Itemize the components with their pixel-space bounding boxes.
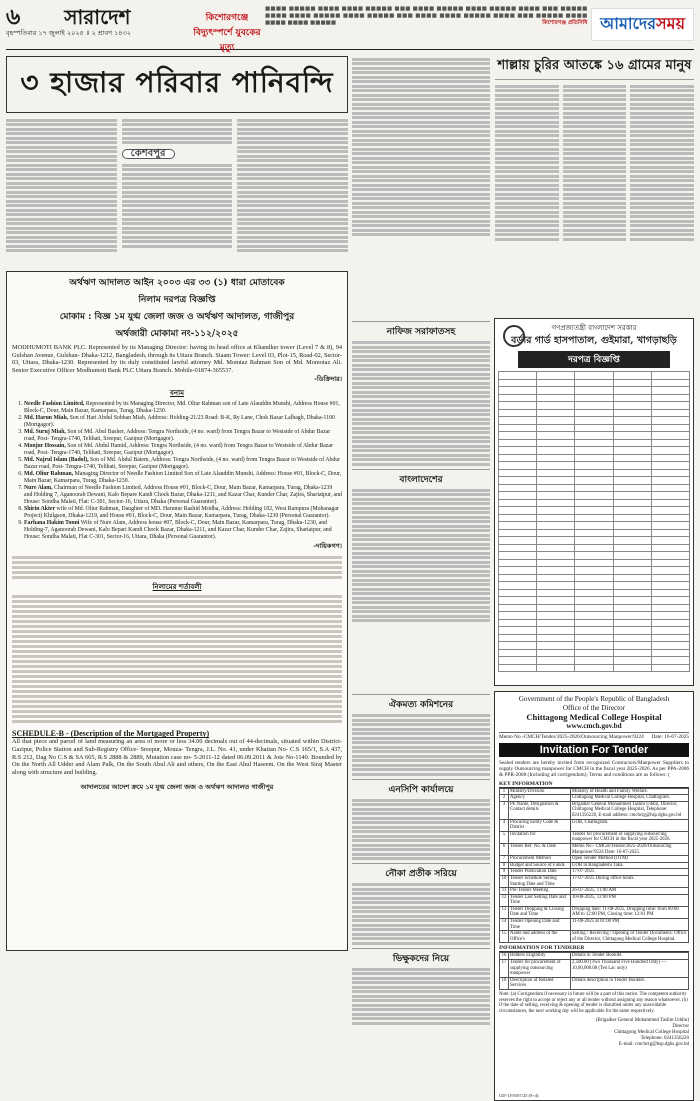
cmch-office: Office of the Director — [562, 703, 626, 712]
table-row: 12 Tender Last Selling Date and Time 10-08-2025, 12:00 PM — [500, 894, 689, 906]
table-row: 13 Tender Dropping & Closing Date and Time Dropping date: 11-08-2025, Dropping time: from 09:00 AM to 12:00 PM, Closing time: 12:01 PM — [500, 906, 689, 918]
section-title: সারাদেশ — [64, 5, 131, 29]
tender-title: Invitation For Tender — [499, 743, 689, 757]
signer-name: (Brigadier General Mohammed Taslim Uddin) — [595, 1018, 689, 1024]
schedule-text: All that piece and parcel of land measuring an area of more or less 34.00 decimals out of 44-decimals, situated within District-Gazipur, Police Station and Sub-Registry Office- Sreepur, Mouza- Tengra, J.L. No. 41, under Khatian No- C.S 165/1, S.A 437, R.S 212, Dag No C.S & SA 665, R.S 2888 & 2889, Mutation case no- 5-2011-12 dated 06.09.2011 & Jote No-1140. Bounded by On the North All Udder and Alam Palk, On the South Abul Ali and others, On the East Abul Haseem. On the West Siraj Master along with structure and building. — [12, 738, 342, 776]
bgb-hospital-name: বর্ডার গার্ড হাসপাতাল, গুইমারা, খাগড়াছড়ি — [511, 335, 677, 346]
key-information-table — [499, 788, 689, 944]
signer-org: Chittagong Medical College Hospital — [614, 1030, 689, 1036]
bgb-tender-table — [498, 371, 690, 672]
signer-telephone: Telephone: 0241356220 — [640, 1036, 689, 1042]
story-headline: নৌকা প্রতীক সরিয়ে — [352, 863, 490, 881]
key-information-heading: KEY INFORMATION — [499, 781, 689, 788]
lead-headline: ৩ হাজার পরিবার পানিবন্দি — [6, 56, 348, 113]
auction-case-number: অর্থজারী মোকামা নং-১১২/২০২৫ — [115, 329, 239, 339]
table-row: 18 Description of Related Services Details description in Tender Booklet. — [500, 977, 689, 989]
list-item: 6. Md. Oliur Rahman, Managing Director of Needle Fashion Limited Son of Late Alauddin Munshi, Address: House #01, Block-C, Dour, Main Bazar, Kamarpara, Turag, Dhaka-1230. — [24, 471, 342, 485]
masthead — [6, 4, 694, 53]
right-top-stories — [352, 56, 694, 263]
list-item: 5. Md. Najrul Islam (Badol), Son of Md. Abdul Batem, Address: Tengra Northside, (4 no. ward) from Tengra Bazar to Westside of Abdur Bazar road, Post- Tengra-1740, Telihati, Sreepur, Gazipur (Mortgagor). — [24, 457, 342, 471]
cmch-website-link[interactable]: www.cmch.gov.bd — [566, 722, 622, 730]
terms-heading: নিলামের শর্তাবলী — [152, 582, 202, 592]
tenderer-information-heading: INFORMATION FOR TENDERER — [499, 945, 689, 952]
terms-list — [12, 595, 342, 723]
table-row: 17 Tender for procurement of supplying outsourcing manpower 2,500.00 (Two Thousand Five Hundred Only) — 10,00,000.00 (Ten Lac only) — [500, 960, 689, 978]
story-headline: নাফিজ সরাফাতসহ — [352, 321, 490, 339]
memo-number: Memo No.-CMCH/Tender/2025-2026/Outsourcing Manpower/9224 — [499, 734, 644, 740]
page-number: ৬ — [6, 4, 21, 30]
table-row: 14 Tender Opening Date and Time 11-08-2025 at 01:00 PM — [500, 919, 689, 931]
logo-part-b: সময় — [656, 14, 685, 33]
left-column — [6, 56, 348, 951]
table-row: 8 Budget and Source of Funds GOB in Bangladeshi Taka. — [500, 862, 689, 869]
tender-intro: Sealed tenders are hereby invited from recognized Contractors/Manpower Suppliers to supply Outsourcing manpower for CMCH in the fiscal year 2025-2026. As per PPA-2006 & PPR-2008 (Including all corrigendum); Terms and conditions are as follows: ( — [499, 760, 689, 779]
logo-part-a: আমাদের — [600, 14, 657, 33]
issue-date: বৃহস্পতিবার ১৭ জুলাই ২০২৫ ॥ ২ শ্রাবণ ১৪৩২ — [6, 29, 131, 37]
table-row: 1 Ministry/Division Ministry of Health and Family Welfare. — [500, 788, 689, 795]
auction-notice — [6, 271, 348, 951]
debtors-label: -দায়িকগণ। — [313, 542, 342, 551]
list-item: 2. Md. Harun Miah, Son of Hari Abdul Sobhan Miah, Address: Holding-21/23 Road: B-K, Ry Lane, Chok Bazar Lalbagh, Dhaka-1100 (Mortgagor). — [24, 415, 342, 429]
list-item: 3. Md. Suruj Miah, Son of Md. Abul Basher, Address: Tengra Northside, (4 no. ward) from Tengra Bazar to Westside of Abdur Bazar road, Post- Tengra-1740, Telihati, Sreepur, Gazipur (Mortgagor). — [24, 429, 342, 443]
gd-code: GD-1193/07/25 (9×4) — [499, 1093, 539, 1098]
story-column — [6, 117, 117, 267]
shallah-story — [495, 56, 694, 263]
teaser-story: ■■■■ ■■■■■ ■■■■ ■■■■ ■■■■■ ■■■ ■■■■ ■■■■■ ■■■■ ■■■■■ ■■■■ ■■■ ■■■■■ ■■■■ ■■■■ ■■■■■ ■■■■ ■■■■■ ■■■ ■■■■ ■■■■ ■■■■■ ■■■■ ■■■ ■■■■■ ■■■■ ■■■■ ■■■■ ■■■■■ কিশোরগঞ্জ প্রতিনিধি — [264, 6, 588, 26]
table-row: 15 Name and address of the Office's Selling / Receiving / Opening of Tender Documents: Office of the Director, Chittagong Medical College Hospital. — [500, 931, 689, 943]
auction-court: মোকাম : বিজ্ঞ ১ম যুগ্ম জেলা জজ ও অর্থঋণ আদালত, গাজীপুর — [59, 312, 295, 322]
cmch-memo-line — [499, 732, 689, 740]
director-signature-block — [499, 1018, 689, 1048]
table-row: 16 Bidders Eligibility Details in Tender Booklet. — [500, 953, 689, 960]
cmch-government: Government of the People's Republic of Bangladesh — [518, 695, 670, 703]
tenderer-information-table — [499, 952, 689, 990]
teaser-byline: কিশোরগঞ্জ প্রতিনিধি — [542, 20, 588, 26]
schedule-heading: SCHEDULE-B - (Description of the Mortgaged Property) — [12, 729, 210, 739]
auction-heading-1: অর্থঋণ আদালত আইন ২০০৩ এর ৩৩ (১) ধারা মোতাবেক — [69, 278, 285, 288]
list-item: 9. Farhana Hakim Tonni Wife of Nure Alam, Address house #07, Block-C, Dour, Main Bazar, Kamarpara, Turag, Dhaka-1230, and Holding-7, Aganoorab Dewani, Kalo Bepari Kandi Chock Bazar, Dhaka-1211, and Kazar Char, Kunder Char, Zajira, Shariatpur, and House: Sondha Malati, Flat C-301, Sector-16, Uttara, Dhaka (Personal Guarantor). — [24, 520, 342, 541]
story-headline: ভিক্ষুকদের নিয়ে — [352, 948, 490, 966]
table-row: 3 PE Name, Designation & Contact details Brigadier General Mohammed Taslim Uddin, Director, Chittagong Medical College Hospital, Telephone: 0241356220, E-mail address: cmchctg@hsp.dghs.gov.bd — [500, 801, 689, 819]
teaser-headline: কিশোরগঞ্জে বিদ্যুৎস্পর্শে যুবকের মৃত্যু — [193, 13, 261, 53]
list-item: 4. Monjur Hossain, Son of Md. Abdul Hamid, Address: Tengra Northside, (4 no. ward) from Tengra Bazar to Westside of Abdur Bazar road, Post- Tengra-1740, Telihati, Sreepur, Gazipur (Mortgagor). — [24, 443, 342, 457]
cmch-tender-notice — [494, 691, 694, 1101]
table-row: 7 Procurement Method Open Tender Method (OTM) — [500, 856, 689, 863]
tender-note: Note: (a) Corrigendum if necessary in future will be a part of this notice. The competent authority reserves the right to accept or reject any or all tender without assigning any reason whatsoever. (b) If the date of selling, receiving & opening of tender is disturbed under any unavoidable circumstances, the next working day will be applicable for the same respectively. — [499, 992, 688, 1014]
table-row: 5 Invitation for Tender for procurement of supplying outsourcing manpower for CMCH in the fiscal year 2025-2026. — [500, 831, 689, 843]
table-row: 6 Tender Ref. No. & Date Memo No.- CMCH/Tender/2025-2026/Outsourcing Manpower/9224 Date: 16-07-2025. — [500, 843, 689, 855]
section-box-label: কেশবপুর — [122, 149, 175, 160]
bgb-tender-notice — [494, 318, 694, 686]
list-item: 8. Shirin Akter wife of Md. Oliur Rahman, Daughter of MD. Harunur Rashid Mridha, Address: Holding 102, West Rampura (Mohanagar Project) Khilgaon, Dhaka-1219, and House #01, Block-C, Dour, Main Bazar, Kamarpara, Turag, Dhaka-1230 (Personal Guarantor). — [24, 506, 342, 520]
table-row: 11 Pre-Tender Meeting 26-07-2025, 11:00 AM — [500, 888, 689, 895]
story-headline: বাংলাদেশের — [352, 469, 490, 487]
signer-title: Director — [672, 1024, 689, 1030]
auction-body — [12, 556, 342, 579]
newspaper-logo[interactable] — [591, 8, 694, 41]
debtor-list — [12, 401, 342, 541]
table-row: 2 Agency Chittagong Medical College Hospital, Chattogram. — [500, 795, 689, 802]
story-headline: শাল্লায় চুরির আতঙ্কে ১৬ গ্রামের মানুষ — [495, 56, 694, 80]
memo-date: Date: 16-07-2025 — [651, 734, 689, 740]
right-column — [352, 56, 694, 1098]
story-headline: এনসিপি কার্যালয়ে — [352, 779, 490, 797]
story-column — [352, 56, 490, 263]
story-column — [122, 117, 233, 267]
story-headline: ঐকমত্য কমিশনের — [352, 694, 490, 712]
list-item: 1. Needle Fashion Limited, Represented by its Managing Director, Md. Oliur Rahman son of Late Alauddin Munshi, Address House #01, Block-C, Dour, Main Bazar, Kamarpara, Turag, Dhaka-1230. — [24, 401, 342, 415]
cmch-hospital-name: Chittagong Medical College Hospital — [526, 712, 662, 722]
signer-email[interactable]: E-mail: cmchctg@hsp.dghs.gov.bd — [618, 1042, 689, 1048]
lead-story-body — [6, 117, 348, 267]
list-item: 7. Nure Alam, Chairman of Needle Fashion Limited, Address House #01, Block-C, Dour, Main Bazar, Kamarpara, Turag, Dhaka-1239 and Holding 7, Aganoorab Dewani, Kalo Bepare Kandi Chock Bazar, Dhaka-1211, and Kazar Char, Kunder Char, Zajira, Shariatpur, and House: Sondha Malati, Flat: C-301, Sector-16, Uttara, Dhaka (Personal Guarantor). — [24, 485, 342, 506]
decree-holder-label: -ডিক্রিদার। — [314, 375, 342, 384]
side-stories-lower — [352, 691, 490, 1026]
side-stories-upper — [352, 318, 490, 624]
bgb-notice-title: দরপত্র বিজ্ঞপ্তি — [518, 351, 670, 368]
story-column — [237, 117, 348, 267]
bgb-emblem-icon — [503, 325, 525, 347]
decree-holder-text: MODHUMOTI BANK PLC. Represented by its Managing Director: having its head office at Khandker tower (Level 7 & 8), 94 Gulshan Avenue, Gulshan- Dhaka-1212, Bangladesh, through its Uttara Branch. Siaam Tower: Level 03, Plot-15, Road-02, Sector-03, Uttara, Dhaka-1230. Represented by its duly constituted lawful attorney Md. Momtaz Rahman Son of Md. Momotaz Ali. Senior Executive Officer Modhumoti Bank PLC Uttara Branch. Mobile-01874-365537. — [12, 344, 342, 374]
table-row: 4 Procuring Entity Code & District GOB, Chattogram. — [500, 819, 689, 831]
versus-label: বনাম — [170, 388, 184, 398]
court-signature: আদালতের আদেশ ক্রমে ১ম যুগ্ম জেলা জজ ও অর্থঋণ আদালত গাজীপুর — [80, 783, 274, 792]
bgb-government: গণপ্রজাতন্ত্রী বাংলাদেশ সরকার — [551, 324, 637, 332]
table-row: 9 Tender Publication Date 17-07-2025 — [500, 869, 689, 876]
table-row: 10 Tender Schedule Selling Starting Date and Time 17-07-2025 During office hours. — [500, 875, 689, 887]
auction-heading-2: নিলাম দরপত্র বিজ্ঞপ্তি — [138, 295, 216, 305]
